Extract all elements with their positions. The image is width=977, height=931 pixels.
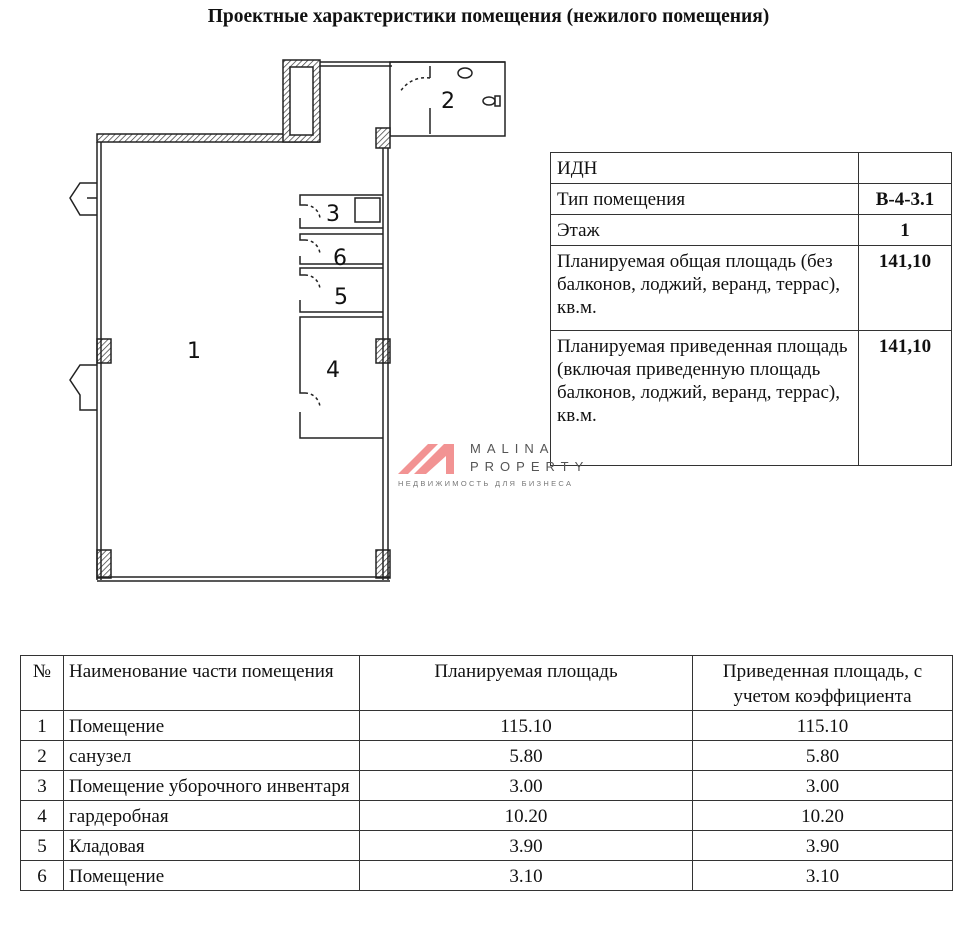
info-label: Планируемая приведенная площадь (включая приведенную площадь балконов, лоджий, веранд, террас), кв.м. [551,331,859,466]
info-label: Тип помещения [551,184,859,215]
room-label: 5 [334,285,348,310]
reduced-area: 5.80 [693,741,953,771]
table-header-row [21,656,953,711]
table-row [551,246,952,331]
column-header: № [21,656,64,711]
table-row [21,801,953,831]
reduced-area: 3.10 [693,861,953,891]
room-label: 1 [187,339,201,364]
planned-area: 3.90 [360,831,693,861]
column-header: Приведенная площадь, с учетом коэффициента [693,656,953,711]
table-row [21,861,953,891]
column [376,128,390,148]
premises-info-table [550,152,952,466]
part-name: Помещение [64,861,360,891]
column [97,339,111,363]
reduced-area: 3.90 [693,831,953,861]
part-name: Помещение [64,711,360,741]
room-label: 3 [326,202,340,227]
door-icon [70,365,97,410]
watermark-line3: НЕДВИЖИМОСТЬ ДЛЯ БИЗНЕСА [398,479,574,488]
part-name: Кладовая [64,831,360,861]
planned-area: 5.80 [360,741,693,771]
planned-area: 10.20 [360,801,693,831]
table-row [21,741,953,771]
info-label: ИДН [551,153,859,184]
watermark-logo [398,441,590,488]
part-name: санузел [64,741,360,771]
toilet-icon [483,97,495,105]
table-row [551,215,952,246]
table-row [551,153,952,184]
part-name: Помещение уборочного инвентаря [64,771,360,801]
row-number: 2 [21,741,64,771]
row-number: 5 [21,831,64,861]
reduced-area: 10.20 [693,801,953,831]
table-row [21,711,953,741]
door-icon [70,183,97,215]
part-name: гардеробная [64,801,360,831]
room-label: 4 [326,358,340,383]
logo-mark-icon [398,442,470,476]
reduced-area: 115.10 [693,711,953,741]
table-row [551,331,952,466]
info-value: 141,10 [859,331,952,466]
info-label: Этаж [551,215,859,246]
table-row [21,771,953,801]
room-label: 6 [333,246,347,271]
info-value: 1 [859,215,952,246]
room-parts-table [20,655,953,891]
row-number: 6 [21,861,64,891]
planned-area: 3.10 [360,861,693,891]
watermark-line1: MALINA [470,441,555,456]
reduced-area: 3.00 [693,771,953,801]
table-row [21,831,953,861]
room-label: 2 [441,89,455,114]
column [97,550,111,578]
column-header: Наименование части помещения [64,656,360,711]
info-value [859,153,952,184]
info-value: В-4-3.1 [859,184,952,215]
page-title: Проектные характеристики помещения (нежилого помещения) [207,6,770,27]
info-label: Планируемая общая площадь (без балконов, лоджий, веранд, террас), кв.м. [551,246,859,331]
sink-icon [458,68,472,78]
row-number: 3 [21,771,64,801]
planned-area: 3.00 [360,771,693,801]
row-number: 1 [21,711,64,741]
planned-area: 115.10 [360,711,693,741]
column-header: Планируемая площадь [360,656,693,711]
sink-icon [355,198,380,222]
table-row [551,184,952,215]
row-number: 4 [21,801,64,831]
info-value: 141,10 [859,246,952,331]
watermark-line2: PROPERTY [470,459,590,474]
